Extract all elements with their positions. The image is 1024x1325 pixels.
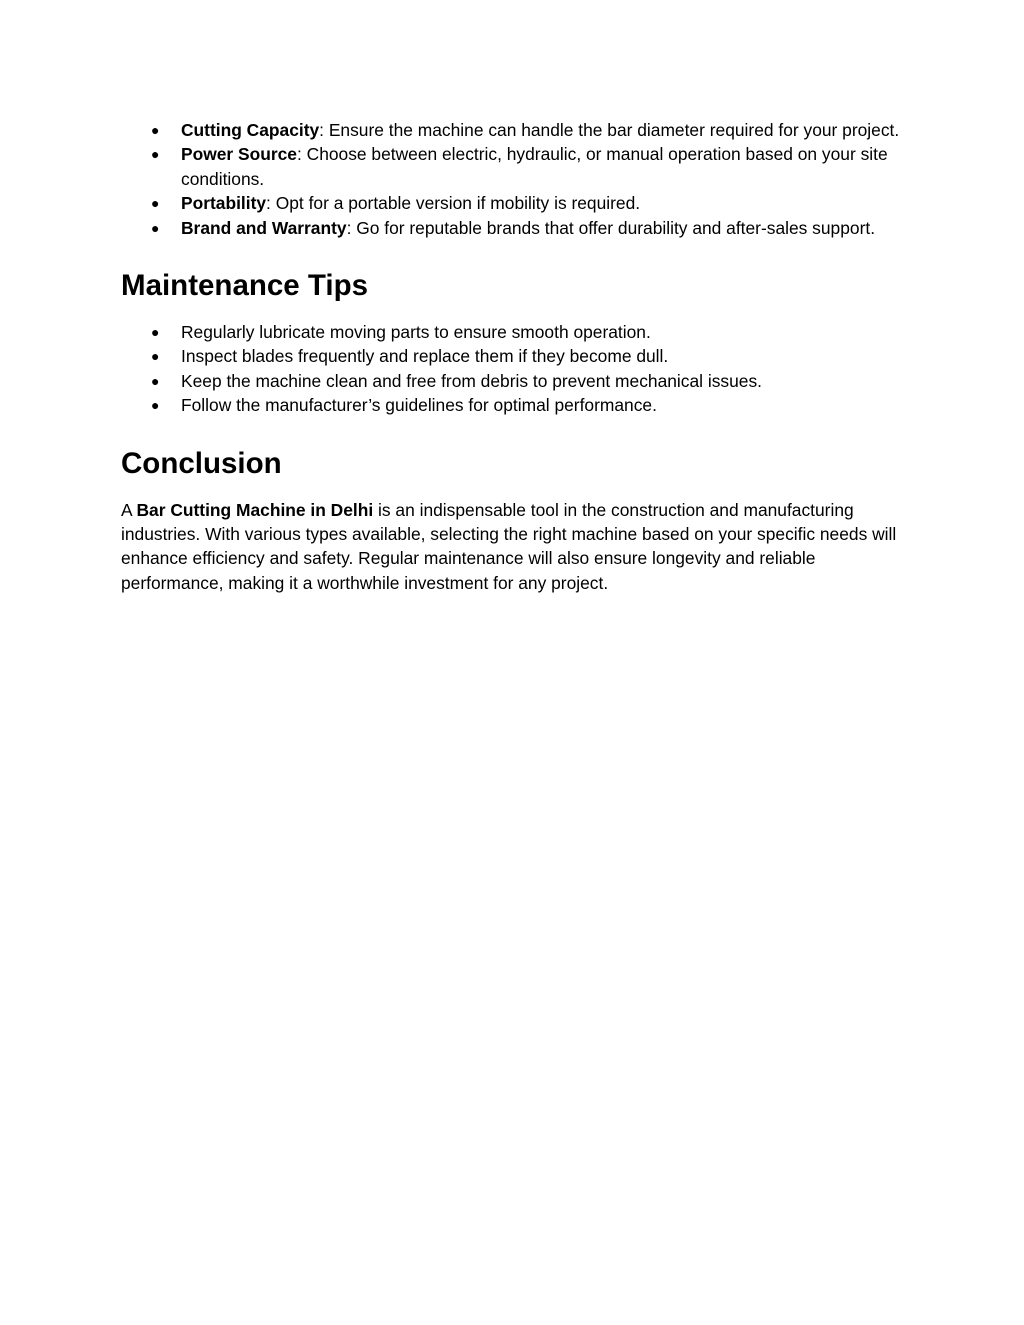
- conclusion-bold-term: Bar Cutting Machine in Delhi: [136, 499, 374, 520]
- conclusion-paragraph: [121, 498, 903, 596]
- item-text: Follow the manufacturer’s guidelines for optimal performance.: [181, 395, 657, 416]
- item-text: Regularly lubricate moving parts to ensure smooth operation.: [181, 322, 651, 343]
- list-item: [121, 191, 903, 215]
- list-item: [121, 393, 903, 417]
- item-text: : Go for reputable brands that offer durability and after-sales support.: [346, 217, 876, 238]
- maintenance-list: [121, 320, 903, 418]
- list-item: [121, 344, 903, 368]
- item-text: : Ensure the machine can handle the bar diameter required for your project.: [319, 120, 900, 140]
- item-text: : Opt for a portable version if mobility is required.: [266, 193, 641, 214]
- item-term: Cutting Capacity: [181, 120, 320, 140]
- conclusion-heading: Conclusion: [121, 446, 282, 480]
- bullet-icon: ●: [151, 348, 160, 365]
- item-text: Inspect blades frequently and replace them if they become dull.: [181, 346, 669, 367]
- bullet-icon: ●: [151, 397, 160, 414]
- bullet-icon: ●: [151, 122, 160, 138]
- conclusion-lead: A: [121, 499, 137, 520]
- list-item: [121, 118, 903, 142]
- list-item: [121, 216, 903, 240]
- item-text: Keep the machine clean and free from debris to prevent mechanical issues.: [181, 370, 762, 391]
- item-term: Brand and Warranty: [181, 217, 347, 238]
- document-page: [121, 118, 903, 595]
- item-term: Portability: [181, 193, 267, 214]
- conclusion-text: is an indispensable tool in the construction and manufacturing industries. With various types available, selecting the right machine based on your specific needs will enhance efficiency and safety. Regular maintenance will also ensure longevity and reliable performance, making it a worthwhile investment for any project.: [121, 499, 897, 593]
- bullet-icon: ●: [151, 195, 160, 212]
- list-item: [121, 320, 903, 344]
- considerations-list: [121, 118, 903, 240]
- bullet-icon: ●: [151, 372, 160, 389]
- item-text: : Choose between electric, hydraulic, or manual operation based on your site conditions.: [181, 144, 888, 189]
- maintenance-heading: Maintenance Tips: [121, 269, 368, 303]
- bullet-icon: ●: [151, 324, 160, 341]
- bullet-icon: ●: [151, 146, 160, 163]
- list-item: [121, 369, 903, 393]
- list-item: [121, 142, 903, 191]
- item-term: Power Source: [181, 144, 297, 165]
- bullet-icon: ●: [151, 219, 160, 236]
